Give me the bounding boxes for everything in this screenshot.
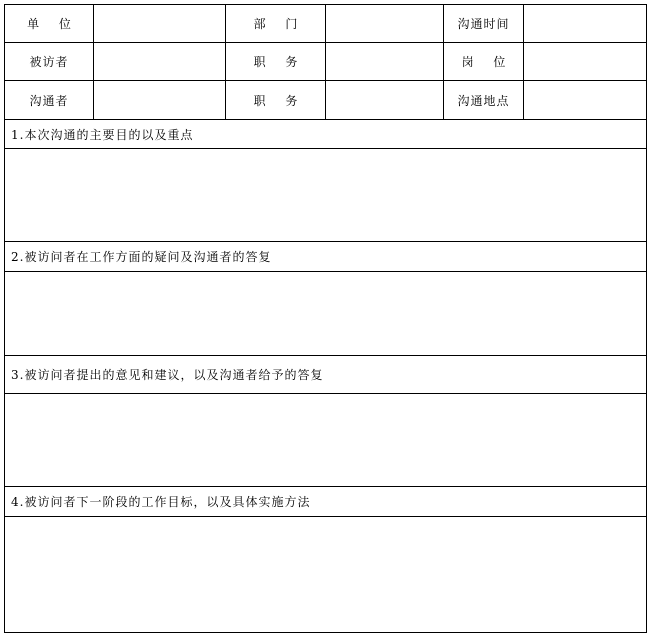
section-4-content[interactable]	[5, 517, 646, 632]
communication-location-label: 沟通地点	[457, 93, 510, 108]
section-3-content[interactable]	[5, 394, 646, 486]
department-label: 部 门	[253, 17, 306, 31]
unit-field[interactable]	[94, 5, 225, 42]
position-label: 岗 位	[461, 55, 514, 69]
communication-location-field[interactable]	[524, 81, 646, 119]
section-3-title: 3.被访问者提出的意见和建议，以及沟通者给予的答复	[11, 368, 324, 382]
department-field[interactable]	[326, 5, 443, 42]
interviewee-title-label: 职 务	[253, 55, 306, 69]
communicator-field[interactable]	[94, 81, 225, 119]
section-4-title: 4.被访问者下一阶段的工作目标，以及具体实施方法	[11, 495, 311, 509]
communication-time-field[interactable]	[524, 5, 646, 42]
communication-time-label: 沟通时间	[457, 17, 510, 31]
section-1-content[interactable]	[5, 149, 646, 241]
section-1-title: 1.本次沟通的主要目的以及重点	[11, 127, 194, 142]
communicator-label: 沟通者	[29, 93, 69, 108]
communicator-title-label: 职 务	[253, 93, 306, 108]
interviewee-title-field[interactable]	[326, 43, 443, 80]
unit-label: 单 位	[27, 17, 79, 31]
position-field[interactable]	[524, 43, 646, 80]
section-2-content[interactable]	[5, 272, 646, 355]
section-2-title: 2.被访问者在工作方面的疑问及沟通者的答复	[11, 250, 272, 264]
interviewee-label: 被访者	[29, 55, 69, 69]
interviewee-field[interactable]	[94, 43, 225, 80]
communication-record-form	[4, 4, 647, 633]
communicator-title-field[interactable]	[326, 81, 443, 119]
